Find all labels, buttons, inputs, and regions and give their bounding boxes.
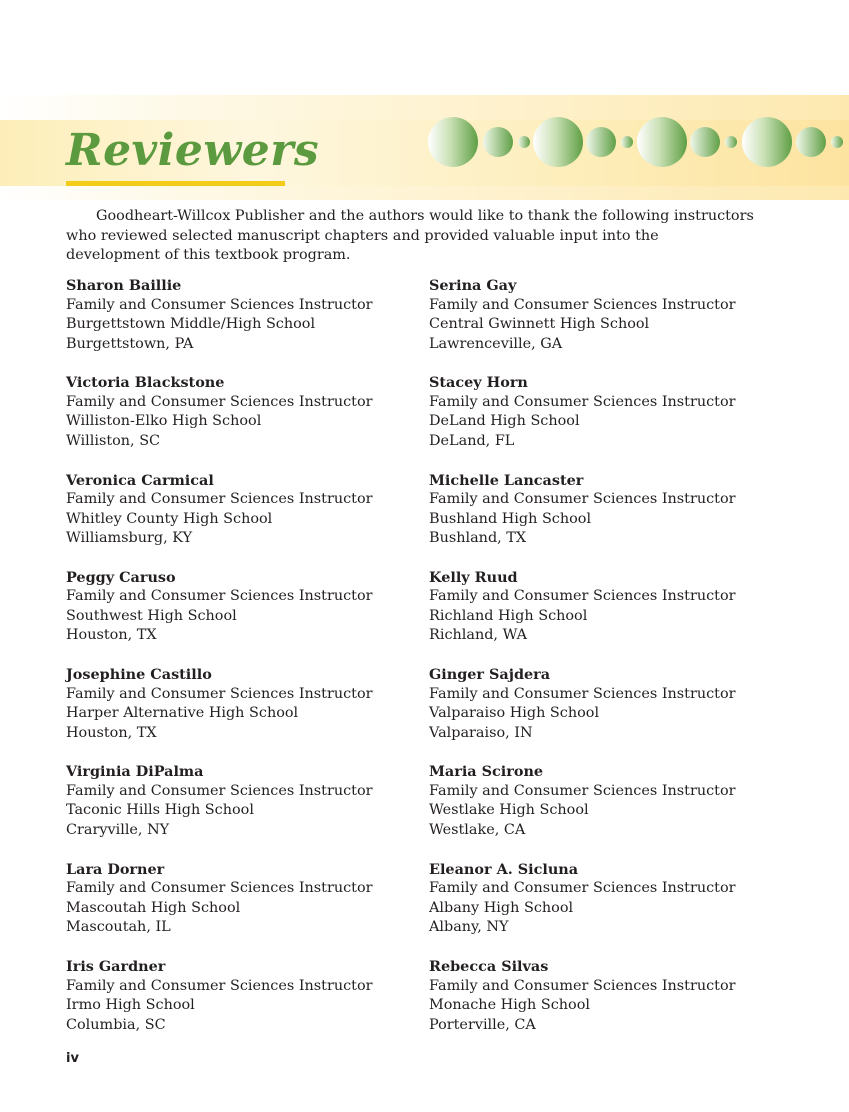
reviewer-title: Family and Consumer Sciences Instructor — [66, 782, 373, 799]
reviewer-name: Virginia DiPalma — [66, 763, 204, 781]
reviewer-entry — [429, 665, 779, 762]
reviewer-school: Taconic Hills High School — [66, 802, 254, 819]
reviewer-location: Albany, NY — [429, 919, 509, 936]
reviewer-entry — [66, 957, 416, 1054]
reviewer-title: Family and Consumer Sciences Instructor — [429, 880, 736, 897]
bubble-large-4 — [742, 117, 792, 167]
reviewer-title: Family and Consumer Sciences Instructor — [66, 393, 373, 410]
reviewer-entry — [429, 568, 779, 665]
reviewer-title: Family and Consumer Sciences Instructor — [66, 491, 373, 508]
reviewer-name: Serina Gay — [429, 277, 517, 294]
decorative-bubbles — [425, 112, 849, 172]
reviewer-school: Harper Alternative High School — [66, 705, 299, 722]
reviewer-school: Albany High School — [429, 899, 574, 916]
bubble-small-2 — [621, 136, 633, 148]
reviewer-location: Richland, WA — [429, 627, 528, 644]
page-number: iv — [66, 1051, 79, 1066]
reviewer-title: Family and Consumer Sciences Instructor — [429, 685, 736, 702]
reviewer-entry — [66, 568, 416, 665]
reviewer-title: Family and Consumer Sciences Instructor — [429, 491, 736, 508]
reviewer-title: Family and Consumer Sciences Instructor — [429, 782, 736, 799]
reviewer-school: Mascoutah High School — [66, 899, 241, 916]
reviewer-school: Richland High School — [429, 607, 588, 624]
reviewer-location: DeLand, FL — [429, 432, 515, 449]
reviewer-location: Craryville, NY — [66, 821, 170, 838]
reviewer-name: Victoria Blackstone — [66, 374, 225, 392]
reviewer-name: Lara Dorner — [66, 860, 165, 878]
reviewer-location: Houston, TX — [66, 724, 157, 741]
reviewer-school: Central Gwinnett High School — [429, 316, 650, 332]
reviewer-name: Josephine Castillo — [66, 666, 212, 684]
reviewer-entry — [66, 471, 416, 568]
reviewer-entry — [429, 762, 779, 859]
reviewer-title: Family and Consumer Sciences Instructor — [66, 588, 373, 605]
reviewer-location: Bushland, TX — [429, 530, 527, 547]
reviewer-name: Eleanor A. Sicluna — [429, 860, 579, 878]
reviewer-school: Williston-Elko High School — [66, 413, 262, 430]
reviewers-column-right — [429, 276, 779, 1054]
reviewer-title: Family and Consumer Sciences Instructor — [429, 393, 736, 410]
intro-paragraph: Goodheart-Willcox Publisher and the authors would like to thank the following instructors who reviewed selected manuscript chapters and provided valuable input into the development of this textbook program. — [66, 208, 754, 263]
reviewer-name: Peggy Caruso — [66, 568, 176, 586]
reviewer-name: Veronica Carmical — [66, 471, 214, 489]
reviewer-school: Valparaiso High School — [429, 705, 600, 722]
reviewer-location: Mascoutah, IL — [66, 919, 171, 936]
reviewer-name: Sharon Baillie — [66, 277, 182, 294]
reviewer-entry — [66, 373, 416, 470]
bubble-small-3 — [725, 136, 737, 148]
reviewer-location: Williamsburg, KY — [66, 530, 193, 547]
bubble-large-1 — [428, 117, 478, 167]
reviewer-entry — [429, 860, 779, 957]
reviewer-school: Bushland High School — [429, 510, 592, 527]
reviewers-column-left — [66, 276, 416, 1054]
reviewer-location: Porterville, CA — [429, 1016, 536, 1033]
reviewer-school: Monache High School — [429, 997, 590, 1014]
reviewer-title: Family and Consumer Sciences Instructor — [429, 977, 736, 994]
reviewer-school: Burgettstown Middle/High School — [66, 316, 316, 332]
page-title: Reviewers — [66, 125, 320, 176]
reviewer-entry — [66, 665, 416, 762]
reviewer-title: Family and Consumer Sciences Instructor — [429, 296, 736, 313]
reviewer-entry — [429, 373, 779, 470]
reviewer-location: Lawrenceville, GA — [429, 335, 563, 352]
reviewer-location: Columbia, SC — [66, 1016, 166, 1033]
reviewer-name: Rebecca Silvas — [429, 958, 549, 976]
reviewer-entry — [429, 957, 779, 1054]
bubble-medium-1 — [483, 127, 513, 157]
reviewer-title: Family and Consumer Sciences Instructor — [66, 880, 373, 897]
reviewer-entry — [66, 860, 416, 957]
bubble-large-3 — [637, 117, 687, 167]
reviewer-location: Burgettstown, PA — [66, 335, 194, 352]
reviewer-school: DeLand High School — [429, 413, 580, 430]
reviewer-school: Southwest High School — [66, 607, 237, 624]
reviewer-name: Michelle Lancaster — [429, 471, 584, 489]
reviewer-entry — [66, 276, 416, 373]
bubble-medium-4 — [796, 127, 826, 157]
reviewer-location: Williston, SC — [66, 432, 161, 449]
reviewer-name: Ginger Sajdera — [429, 666, 551, 684]
reviewer-school: Irmo High School — [66, 997, 195, 1014]
reviewer-name: Iris Gardner — [66, 958, 166, 976]
reviewer-school: Whitley County High School — [66, 510, 273, 527]
reviewer-title: Family and Consumer Sciences Instructor — [66, 977, 373, 994]
reviewer-title: Family and Consumer Sciences Instructor — [66, 296, 373, 313]
bubble-medium-3 — [690, 127, 720, 157]
reviewer-entry — [66, 762, 416, 859]
reviewer-school: Westlake High School — [429, 802, 589, 819]
reviewer-name: Stacey Horn — [429, 374, 528, 392]
reviewer-title: Family and Consumer Sciences Instructor — [66, 685, 373, 702]
reviewer-name: Maria Scirone — [429, 763, 544, 781]
reviewer-location: Valparaiso, IN — [429, 724, 533, 741]
reviewer-location: Westlake, CA — [429, 821, 526, 838]
bubble-small-4 — [831, 136, 843, 148]
reviewer-location: Houston, TX — [66, 627, 157, 644]
bubble-large-2 — [533, 117, 583, 167]
reviewer-entry — [429, 276, 779, 373]
reviewer-title: Family and Consumer Sciences Instructor — [429, 588, 736, 605]
reviewer-entry — [429, 471, 779, 568]
bubble-medium-2 — [586, 127, 616, 157]
reviewer-name: Kelly Ruud — [429, 568, 518, 586]
title-underline — [66, 181, 285, 186]
bubble-small-1 — [518, 136, 530, 148]
